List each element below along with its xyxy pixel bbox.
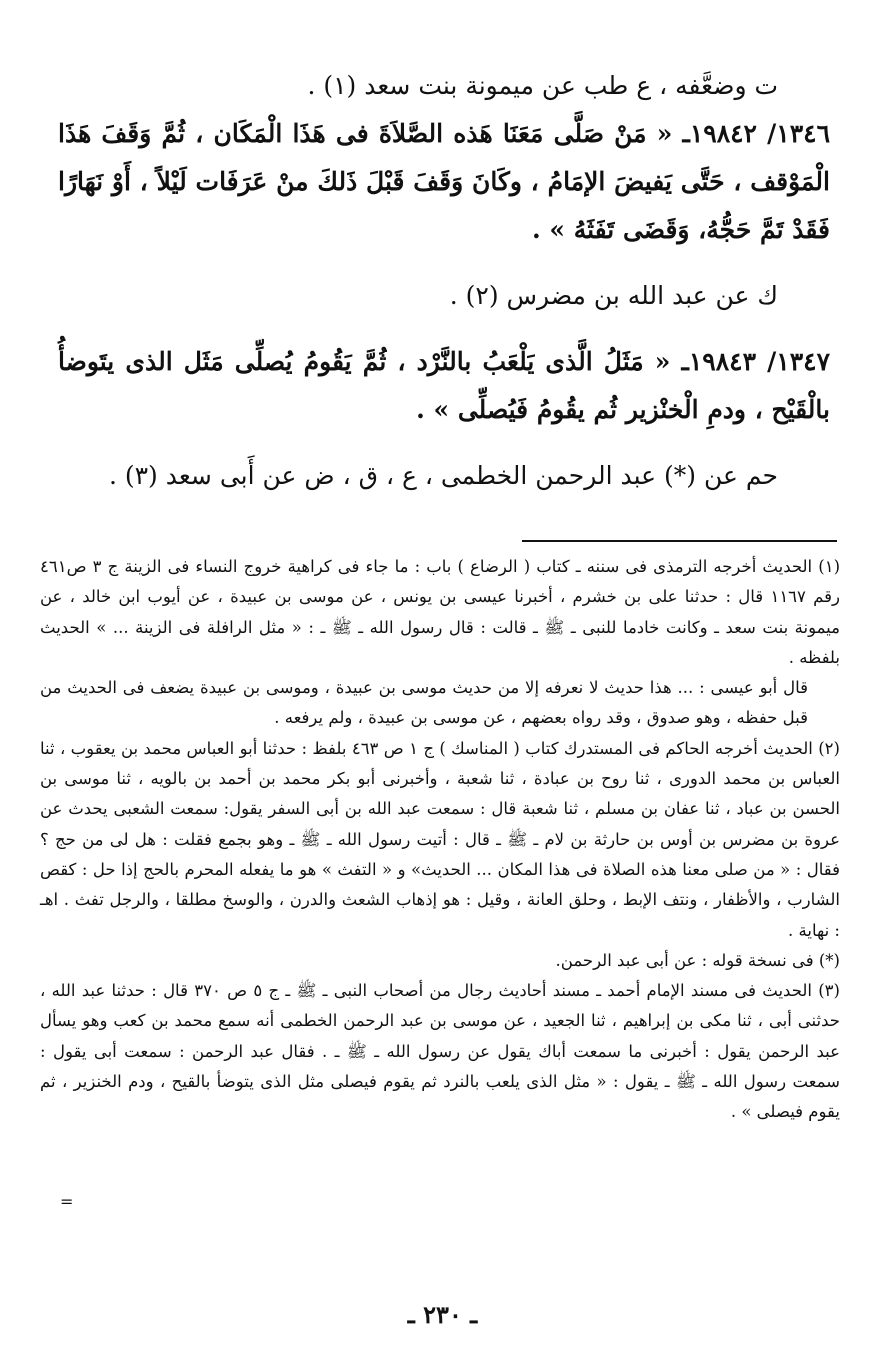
footnote-2: (٢) الحديث أخرجه الحاكم فى المستدرك كتاب ( المناسك ) ج ١ ص ٤٦٣ بلفظ : حدثنا أبو العباس محمد بن يعقوب ، ثنا العباس بن محمد الدورى ، ثنا روح بن عبادة ، ثنا شعبة ، وأخبرنى أبو بكر محمد بن أحمد بن بالويه ، ثنا موسى بن الحسن بن عباد ، ثنا عفان بن مسلم ، ثنا شعبة قال : سمعت عبد الله بن أبى السفر يقول: سمعت الشعبى يحدث عن عروة بن مضرس بن أوس بن حارثة بن لام ـ ﷺ ـ قال : أتيت رسول الله ـ ﷺ ـ وهو بجمع فقلت : هل لى من حج ؟ فقال : « من صلى معنا هذه الصلاة فى هذا المكان ... الحديث» و « التفث » هو ما يفعله المحرم بالحج إذا حل : كقص الشارب ، والأظفار ، ونتف الإبط ، وحلق العانة ، وقيل : هو إذهاب الشعث والدرن ، والوسخ مطلقا ، والرجل تفث . اهـ : نهاية . <box>40 738 840 940</box>
footnotes <box>40 552 840 1128</box>
footnote-1: (١) الحديث أخرجه الترمذى فى سننه ـ كتاب ( الرضاع ) باب : ما جاء فى كراهية خروج النساء فى الزينة ج ٣ ص٤٦١ رقم ١١٦٧ قال : حدثنا على بن خشرم ، أخبرنا عيسى بن يونس ، عن موسى بن عبيدة ، عن أيوب ابن خالد ، عن ميمونة بنت سعد ـ وكانت خادما للنبى ـ ﷺ ـ قالت : قال رسول الله ـ ﷺ ـ : « مثل الرافلة فى الزينة ... » الحديث بلفظه . <box>40 557 840 667</box>
hadith-1346: ١٣٤٦/ ١٩٨٤٢ـ « مَنْ صَلَّى مَعَنَا هَذه الصَّلاَةَ فى هَذَا الْمَكَان ، ثُمَّ وَقَفَ هَذَا الْمَوْقف ، حَتَّى يَفيضَ الإمَامُ ، وكَانَ وَقَفَ قَبْلَ ذَلكَ منْ عَرَفَات لَيْلاً ، أَوْ نَهَارًا فَقَدْ تَمَّ حَجُّهُ، وَقَضَى تَفَثَهُ » . <box>58 119 831 244</box>
continuation-mark: = <box>60 1192 74 1211</box>
footnote-separator <box>522 540 837 542</box>
hadith-1347-source: حم عن (*) عبد الرحمن الخطمى ، ع ، ق ، ض عن أَبى سعد (٣) . <box>108 461 778 490</box>
main-text <box>58 62 830 500</box>
page-number: ـ ٢٣٠ ـ <box>407 1300 478 1329</box>
footnote-1-comment: قال أبو عيسى : ... هذا حديث لا نعرفه إلا من حديث موسى بن عبيدة ، وموسى بن عبيدة يضعف فى الحديث من قبل حفظه ، وهو صدوق ، وقد رواه بعضهم ، عن موسى بن عبيدة ، ولم يرفعه . <box>40 678 808 728</box>
footnote-3: (٣) الحديث فى مسند الإمام أحمد ـ مسند أحاديث رجال من أصحاب النبى ـ ﷺ ـ ج ٥ ص ٣٧٠ قال : حدثنا عبد الله ، حدثنى أبى ، ثنا مكى بن إبراهيم ، ثنا الجعيد ، عن موسى بن عبد الرحمن الخطمى أنه سمع محمد بن كعب وهو يسأل عبد الرحمن يقول : أخبرنى ما سمعت أباك يقول عن رسول الله ـ ﷺ ـ . فقال عبد الرحمن : سمعت أبى يقول : سمعت رسول الله ـ ﷺ ـ يقول : « مثل الذى يلعب بالنرد ثم يقوم فيصلى مثل الذى يتوضأ بالقيح ، ودم الخنزير ، ثم يقوم فيصلى » . <box>40 981 840 1122</box>
hadith-1346-source: ك عن عبد الله بن مضرس (٢) . <box>449 281 778 310</box>
footnote-star: (*) فى نسخة قوله : عن أبى عبد الرحمن. <box>555 950 840 970</box>
source-line-prev: ت وضعَّفه ، ع طب عن ميمونة بنت سعد (١) . <box>307 71 778 100</box>
hadith-1347: ١٣٤٧/ ١٩٨٤٣ـ « مَثَلُ الَّذى يَلْعَبُ بالنَّرْد ، ثُمَّ يَقُومُ يُصلِّى مَثَل الذى يتَوضأُ بالْقَيْح ، ودمِ الْخنْزير ثُم يقُومُ فَيُصلِّى » . <box>58 347 830 424</box>
